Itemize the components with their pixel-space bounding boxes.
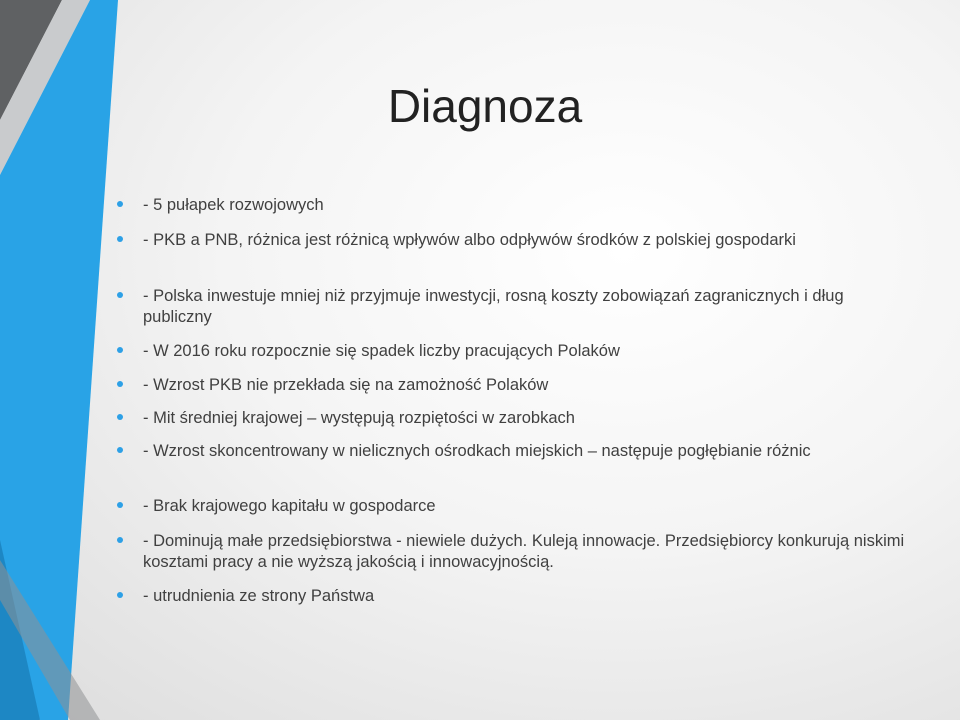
list-item: [112, 496, 436, 517]
bullet-icon: [117, 292, 123, 298]
bullet-icon: [117, 236, 123, 242]
list-item-text: - PKB a PNB, różnica jest różnicą wpływów albo odpływów środków z polskiej gospodarki: [143, 231, 796, 249]
list-item-text: - W 2016 roku rozpocznie się spadek liczby pracujących Polaków: [143, 342, 620, 360]
slide-title: Diagnoza: [387, 80, 583, 132]
list-item: [112, 531, 912, 573]
list-item: [112, 230, 796, 251]
list-item: [112, 195, 324, 216]
list-item: [112, 375, 548, 396]
list-item: [112, 441, 811, 462]
bullet-icon: [117, 414, 123, 420]
list-item-text: - Mit średniej krajowej – występują rozpiętości w zarobkach: [143, 409, 575, 427]
bullet-icon: [117, 347, 123, 353]
bullet-icon: [117, 447, 123, 453]
bullet-icon: [117, 381, 123, 387]
bullet-icon: [117, 592, 123, 598]
list-item: [112, 286, 912, 328]
list-item-text: - Dominują małe przedsiębiorstwa - niewiele dużych. Kuleją innowacje. Przedsiębiorcy konkurują niskimi kosztami pracy a nie wyższą jakością i innowacyjnością.: [143, 532, 905, 571]
list-item-text: - Wzrost skoncentrowany w nielicznych ośrodkach miejskich – następuje pogłębianie różnic: [143, 442, 811, 460]
list-item-text: - Brak krajowego kapitału w gospodarce: [143, 497, 436, 515]
bullet-icon: [117, 502, 123, 508]
bullet-icon: [117, 201, 123, 207]
list-item-text: - Polska inwestuje mniej niż przyjmuje inwestycji, rosną koszty zobowiązań zagranicznych i dług publiczny: [143, 287, 844, 326]
list-item-text: - utrudnienia ze strony Państwa: [143, 587, 375, 605]
list-item: [112, 408, 575, 429]
list-item-text: - 5 pułapek rozwojowych: [143, 196, 324, 214]
bullet-icon: [117, 537, 123, 543]
list-item: [112, 586, 374, 607]
list-item-text: - Wzrost PKB nie przekłada się na zamożność Polaków: [143, 376, 549, 394]
list-item: [112, 341, 620, 362]
